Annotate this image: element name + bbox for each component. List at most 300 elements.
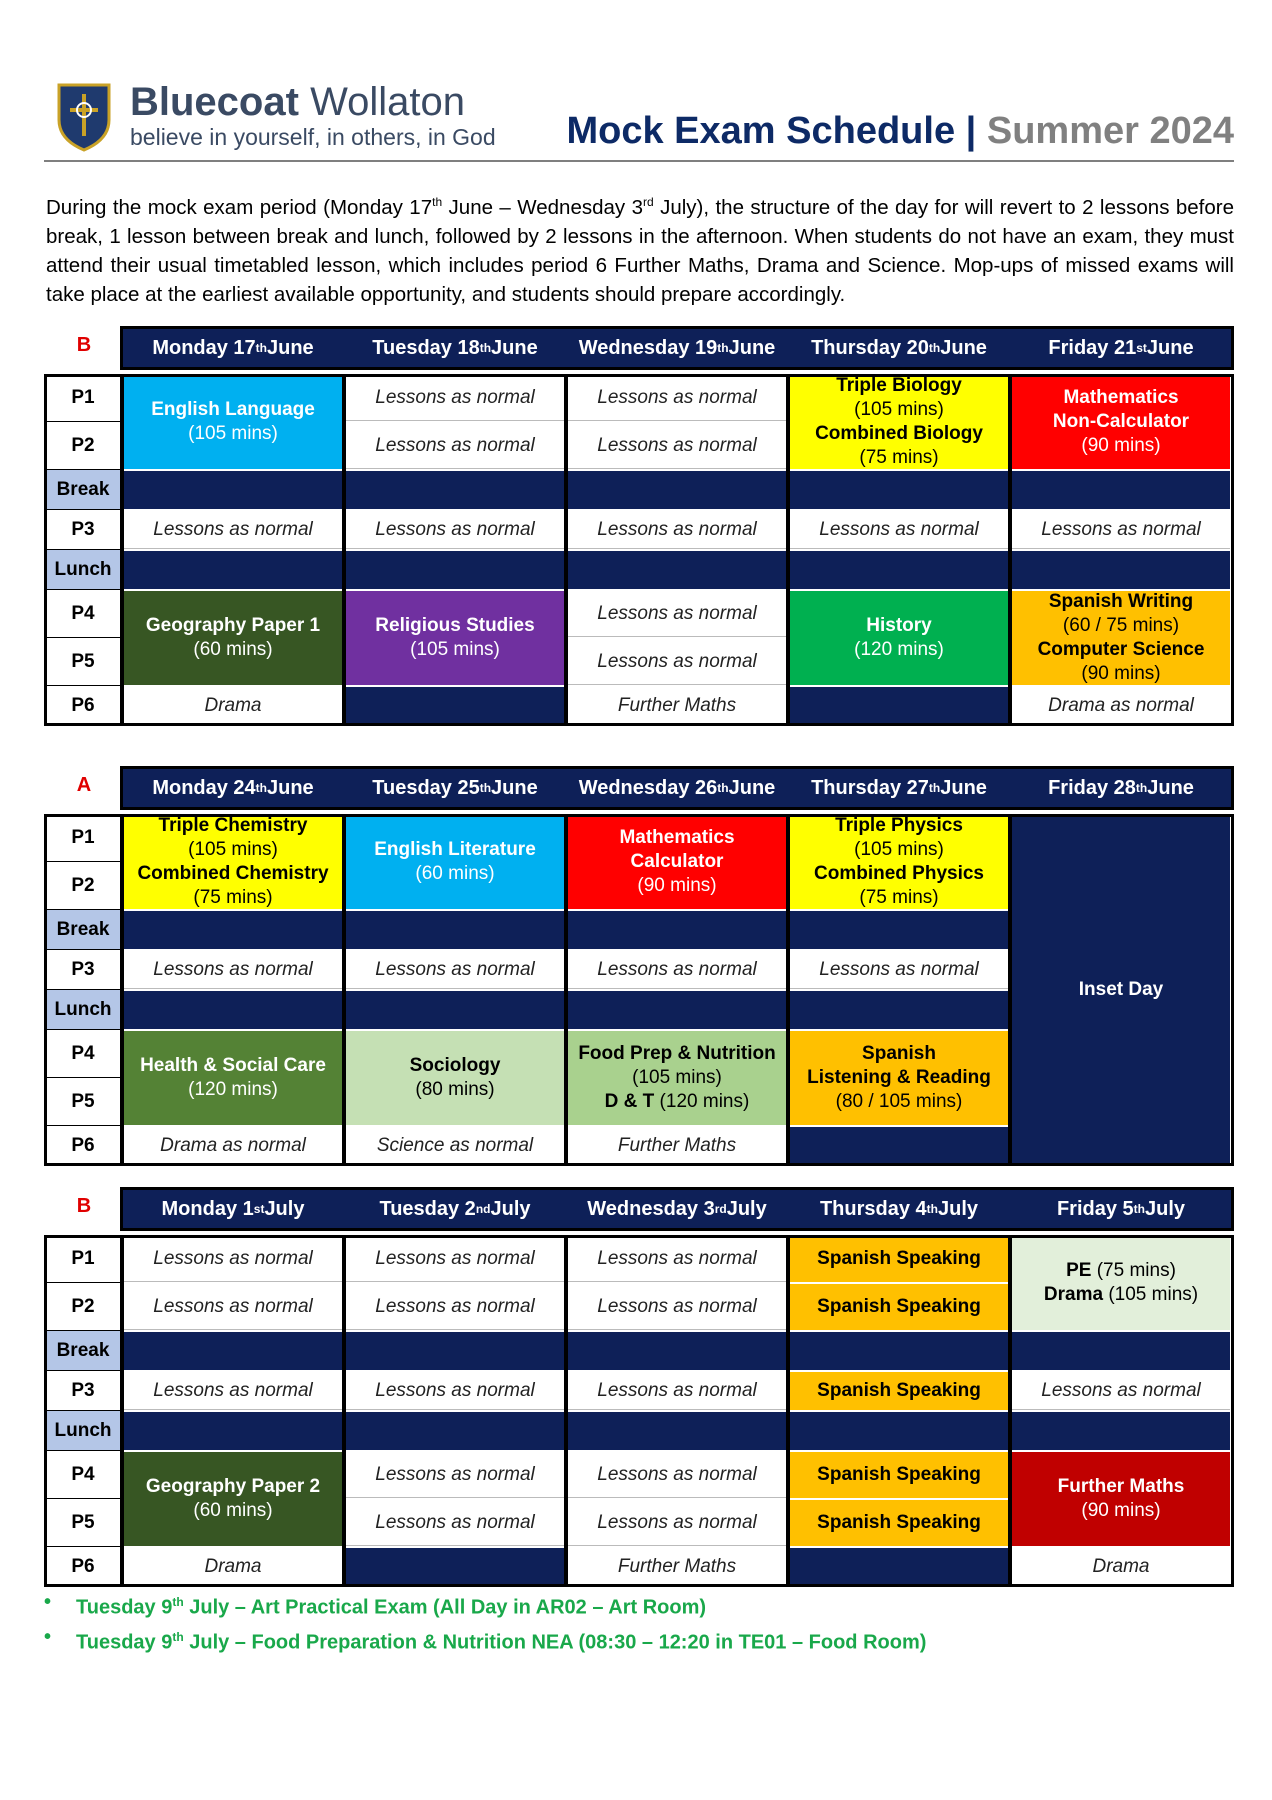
day-month: July (264, 1197, 305, 1220)
cell-line (188, 1078, 278, 1102)
cell-line (1081, 434, 1160, 458)
navy-cell (346, 1548, 564, 1586)
cell-line (854, 838, 944, 862)
day-name: Tuesday 25 (372, 776, 480, 799)
page-title (566, 110, 1234, 153)
cell-text: Geography Paper 1 (145, 615, 321, 636)
cell-line (415, 1078, 494, 1102)
cell-line (193, 886, 272, 910)
cell-text: (120 mins) (188, 1079, 278, 1100)
week-label: B (76, 334, 92, 356)
cell-line (1079, 978, 1163, 1002)
cell-text: Lessons as normal (597, 602, 757, 624)
period-label: P2 (44, 422, 122, 470)
period-label: Lunch (44, 1411, 122, 1451)
cell-text: Combined Biology (815, 423, 983, 444)
cell-line (374, 838, 536, 862)
cell-line (377, 1134, 533, 1158)
note-sup: th (172, 1595, 184, 1609)
cell-text: Triple Biology (836, 375, 962, 396)
cell-text: Lessons as normal (375, 518, 535, 540)
cell-text: Spanish Speaking (817, 1380, 981, 1401)
day-name: Monday 24 (152, 776, 256, 799)
lesson-cell (346, 1452, 564, 1498)
cell-line (1081, 662, 1160, 686)
exam-cell (1012, 591, 1230, 685)
cell-text-rest: (75 mins) (1091, 1260, 1176, 1281)
day-month: June (1147, 776, 1194, 799)
cell-line (597, 518, 756, 542)
cell-line (597, 1295, 756, 1319)
period-label: P6 (44, 1126, 122, 1166)
intro-sup-2: rd (642, 195, 654, 209)
exam-cell (790, 1031, 1008, 1125)
cell-text: (105 mins) (188, 839, 278, 860)
cell-line (153, 1379, 312, 1403)
cell-text: D & T (604, 1091, 655, 1112)
title-year: Summer 2024 (986, 110, 1234, 152)
column-divider (1008, 1235, 1012, 1587)
navy-cell (346, 687, 564, 725)
cell-text: English Literature (374, 839, 536, 860)
cell-text: Drama as normal (160, 1134, 306, 1156)
lesson-cell (346, 1236, 564, 1282)
cell-text: Lessons as normal (597, 958, 757, 980)
day-ordinal: th (255, 341, 267, 355)
lesson-cell (568, 591, 786, 637)
lesson-cell (1012, 1372, 1230, 1410)
cell-line (618, 694, 736, 718)
exam-cell (790, 591, 1008, 685)
cell-text: Lessons as normal (597, 1463, 757, 1485)
navy-cell (790, 1412, 1008, 1450)
exam-cell (124, 375, 342, 469)
period-label: P6 (44, 1547, 122, 1587)
navy-cell (124, 991, 342, 1029)
cell-text: (90 mins) (1081, 663, 1161, 684)
cell-text: (105 mins) (854, 839, 944, 860)
cell-text: Lessons as normal (819, 518, 979, 540)
navy-cell (346, 1332, 564, 1370)
lesson-cell (346, 1372, 564, 1410)
day-ordinal: th (928, 341, 941, 355)
day-name: Monday 1 (161, 1197, 254, 1220)
lesson-cell (568, 1127, 786, 1165)
cell-text: Drama (1043, 1284, 1104, 1305)
navy-cell (1012, 471, 1230, 509)
navy-cell (790, 1548, 1008, 1586)
day-header (566, 1187, 788, 1231)
cell-line (618, 1134, 736, 1158)
cell-line (1092, 1555, 1149, 1579)
cell-line (415, 862, 494, 886)
day-ordinal: th (255, 781, 267, 795)
cell-text: Drama (204, 1555, 262, 1577)
period-label: P4 (44, 1451, 122, 1499)
cell-text: History (866, 615, 932, 636)
lesson-cell (124, 1127, 342, 1165)
cell-text: Lessons as normal (375, 958, 535, 980)
cell-line (375, 434, 534, 458)
cell-line (204, 1555, 261, 1579)
period-label: P3 (44, 510, 122, 550)
period-label: P4 (44, 590, 122, 638)
cell-text: Non-Calculator (1052, 411, 1190, 432)
cell-text: Spanish Speaking (817, 1296, 981, 1317)
column-divider (342, 1235, 346, 1587)
cell-line (597, 1511, 756, 1535)
cell-line (859, 446, 938, 470)
day-header (1010, 326, 1232, 370)
exam-cell (346, 591, 564, 685)
day-header (566, 766, 788, 810)
cell-line (819, 958, 978, 982)
cell-text: PE (1066, 1260, 1092, 1281)
cell-line (153, 1295, 312, 1319)
cell-line (631, 850, 724, 874)
cell-line (1041, 518, 1200, 542)
cell-text: Calculator (630, 851, 724, 872)
cell-line (410, 1054, 501, 1078)
day-ordinal: th (1135, 781, 1148, 795)
day-header (344, 326, 566, 370)
exam-cell (346, 815, 564, 909)
note-text-a: Tuesday 9 (76, 1631, 173, 1654)
period-label: Lunch (44, 550, 122, 590)
period-label: P2 (44, 1283, 122, 1331)
exam-cell (790, 1500, 1008, 1546)
lesson-cell (124, 1372, 342, 1410)
lesson-cell (568, 951, 786, 989)
exam-cell (790, 1452, 1008, 1498)
navy-cell (568, 551, 786, 589)
cell-line (597, 1247, 756, 1271)
lesson-cell (346, 375, 564, 421)
week-table (44, 766, 1234, 1166)
cell-text: Sociology (409, 1055, 501, 1076)
day-ordinal: th (717, 781, 729, 795)
note-text-b: July – Food Preparation & Nutrition NEA (08:30 – 12:20 in TE01 – Food Room) (183, 1631, 927, 1654)
navy-cell (568, 991, 786, 1029)
day-name: Friday 5 (1056, 1197, 1134, 1220)
lesson-cell (568, 1284, 786, 1330)
column-divider (120, 374, 124, 726)
exam-cell (790, 1372, 1008, 1410)
school-name (130, 80, 465, 125)
lesson-cell (790, 511, 1008, 549)
column-divider (786, 814, 790, 1166)
cell-text: Spanish (862, 1043, 936, 1064)
page-header (44, 78, 1234, 162)
lesson-cell (568, 1500, 786, 1546)
lesson-cell (1012, 511, 1230, 549)
period-label: P4 (44, 1030, 122, 1078)
lesson-cell (124, 951, 342, 989)
cell-line (859, 886, 938, 910)
intro-sup-1: th (432, 195, 443, 209)
navy-cell (1012, 551, 1230, 589)
intro-paragraph (46, 188, 1234, 309)
cell-line (597, 650, 756, 674)
cell-line (862, 1042, 936, 1066)
cell-line (193, 638, 272, 662)
day-header (344, 1187, 566, 1231)
cell-text: Further Maths (617, 1555, 737, 1577)
exam-cell (1012, 1452, 1230, 1546)
period-label: Break (44, 470, 122, 510)
column-divider (1008, 814, 1012, 1166)
day-header (122, 1187, 344, 1231)
cell-text: Spanish Speaking (817, 1464, 981, 1485)
day-ordinal: th (479, 341, 492, 355)
cell-text: Lessons as normal (597, 1247, 757, 1269)
intro-text-3: July), the structure of the day for will revert to 2 lessons before break, 1 lesson between break and lunch, followed by 2 lessons in the afternoon. When students do not have an exam, they must attend their usual timetabled lesson, which includes period 6 Further Maths, Drama and Science. Mop-ups of missed exams will take place at the earliest available opportunity, and students should prepare accordingly. (46, 195, 1234, 306)
cell-text: Mathematics (619, 827, 735, 848)
school-name-bold: Bluecoat (130, 80, 299, 124)
day-header (344, 766, 566, 810)
exam-cell (124, 815, 342, 909)
day-header (566, 326, 788, 370)
cell-text: Spanish Writing (1048, 591, 1194, 612)
exam-cell (790, 375, 1008, 469)
navy-cell (124, 1332, 342, 1370)
cell-line (632, 1066, 722, 1090)
navy-cell (790, 687, 1008, 725)
period-label: Break (44, 910, 122, 950)
cell-text: Lessons as normal (153, 1379, 313, 1401)
cell-text: Science as normal (376, 1134, 534, 1156)
school-crest-icon (56, 82, 112, 152)
day-ordinal: th (926, 1202, 938, 1216)
exam-cell (1012, 1236, 1230, 1330)
cell-text-rest: (120 mins) (654, 1091, 750, 1112)
cell-line (597, 434, 756, 458)
day-month: June (491, 776, 538, 799)
cell-line (817, 1295, 981, 1319)
cell-text: Lessons as normal (819, 958, 979, 980)
cell-line (817, 1379, 981, 1403)
cell-line (807, 1066, 991, 1090)
cell-text: Lessons as normal (1041, 518, 1201, 540)
cell-line (140, 1054, 326, 1078)
week-table (44, 326, 1234, 726)
lesson-cell (346, 511, 564, 549)
navy-cell (790, 1127, 1008, 1165)
lesson-cell (568, 639, 786, 685)
cell-text: Spanish Speaking (817, 1512, 981, 1533)
lesson-cell (346, 1500, 564, 1546)
cell-text-rest: (105 mins) (1103, 1284, 1199, 1305)
cell-line (410, 638, 500, 662)
cell-text: Triple Chemistry (158, 815, 308, 836)
week-table (44, 1187, 1234, 1587)
cell-line (160, 1134, 306, 1158)
cell-line (597, 958, 756, 982)
cell-line (854, 638, 944, 662)
day-name: Thursday 4 (819, 1197, 927, 1220)
period-label: P5 (44, 1078, 122, 1126)
navy-cell (568, 1332, 786, 1370)
day-header (788, 326, 1010, 370)
cell-line (146, 614, 320, 638)
period-label: P3 (44, 950, 122, 990)
cell-text: (90 mins) (1081, 435, 1161, 456)
day-header (1010, 766, 1232, 810)
lesson-cell (346, 423, 564, 469)
column-divider (1008, 374, 1012, 726)
cell-text: Inset Day (1078, 979, 1164, 1000)
cell-line (1053, 410, 1189, 434)
note-item (44, 1623, 926, 1658)
day-header (788, 766, 1010, 810)
cell-text: Lessons as normal (153, 518, 313, 540)
cell-line (153, 1247, 312, 1271)
period-label: P5 (44, 1499, 122, 1547)
exam-cell (1012, 815, 1230, 1165)
period-label: Break (44, 1331, 122, 1371)
exam-cell (124, 591, 342, 685)
cell-line (836, 374, 962, 398)
exam-cell (790, 815, 1008, 909)
column-divider (120, 1235, 124, 1587)
cell-text: (105 mins) (854, 399, 944, 420)
cell-text: Lessons as normal (375, 434, 535, 456)
day-header (122, 766, 344, 810)
note-item (44, 1588, 926, 1623)
lesson-cell (346, 1284, 564, 1330)
cell-text: (60 / 75 mins) (1062, 615, 1180, 636)
cell-text: (105 mins) (188, 423, 278, 444)
column-divider (342, 814, 346, 1166)
day-name: Wednesday 19 (578, 336, 718, 359)
cell-text: Lessons as normal (153, 1247, 313, 1269)
period-label: P3 (44, 1371, 122, 1411)
cell-text: Lessons as normal (597, 1511, 757, 1533)
cell-text: (80 mins) (415, 1079, 495, 1100)
cell-text: (60 mins) (193, 1500, 273, 1521)
cell-line (854, 398, 944, 422)
navy-cell (346, 551, 564, 589)
cell-line (188, 838, 278, 862)
day-name: Friday 28 (1048, 776, 1136, 799)
lesson-cell (568, 511, 786, 549)
cell-line (159, 814, 308, 838)
period-label: Lunch (44, 990, 122, 1030)
column-divider (786, 1235, 790, 1587)
cell-text: Drama as normal (1048, 694, 1194, 716)
cell-line (814, 862, 984, 886)
cell-text: Drama (1092, 1555, 1150, 1577)
lesson-cell (790, 951, 1008, 989)
day-name: Friday 21 (1048, 336, 1137, 359)
cell-text: Further Maths (617, 694, 737, 716)
exam-cell (1012, 375, 1230, 469)
exam-cell (346, 1031, 564, 1125)
column-divider (786, 374, 790, 726)
lesson-cell (346, 951, 564, 989)
cell-line (137, 862, 328, 886)
exam-cell (790, 1236, 1008, 1282)
day-ordinal: rd (714, 1202, 727, 1216)
cell-text: Combined Physics (814, 863, 984, 884)
week-label: A (76, 774, 92, 796)
cell-text: Mathematics (1063, 387, 1179, 408)
lesson-cell (568, 423, 786, 469)
cell-line (866, 614, 931, 638)
day-month: July (938, 1197, 979, 1220)
day-name: Tuesday 18 (372, 336, 480, 359)
cell-text: (105 mins) (410, 639, 500, 660)
navy-cell (124, 1412, 342, 1450)
cell-line (597, 1463, 756, 1487)
cell-line (375, 1247, 534, 1271)
lesson-cell (568, 1548, 786, 1586)
cell-line (375, 1463, 534, 1487)
day-name: Wednesday 26 (578, 776, 718, 799)
column-divider (342, 374, 346, 726)
cell-line (375, 518, 534, 542)
cell-text: Further Maths (1057, 1476, 1185, 1497)
cell-text: Lessons as normal (153, 1295, 313, 1317)
lesson-cell (124, 1284, 342, 1330)
cell-text: Spanish Speaking (817, 1248, 981, 1269)
cell-line (375, 614, 534, 638)
cell-text: Listening & Reading (807, 1067, 991, 1088)
cell-line (817, 1511, 981, 1535)
exam-cell (568, 1031, 786, 1125)
navy-cell (790, 1332, 1008, 1370)
cell-text: Computer Science (1037, 639, 1205, 660)
cell-text: Lessons as normal (597, 386, 757, 408)
cell-text: (90 mins) (637, 875, 717, 896)
navy-cell (790, 911, 1008, 949)
cell-line (1049, 590, 1193, 614)
day-month: June (267, 776, 314, 799)
cell-line (146, 1475, 320, 1499)
lesson-cell (124, 687, 342, 725)
day-header (1010, 1187, 1232, 1231)
day-ordinal: nd (475, 1202, 491, 1216)
navy-cell (790, 471, 1008, 509)
cell-text: Lessons as normal (597, 518, 757, 540)
day-name: Monday 17 (152, 336, 256, 359)
cell-text: English Language (151, 399, 315, 420)
cell-line (1038, 638, 1205, 662)
cell-text: Combined Chemistry (137, 863, 329, 884)
cell-text: Lessons as normal (597, 434, 757, 456)
cell-line (375, 386, 534, 410)
cell-text: (90 mins) (1081, 1500, 1161, 1521)
week-label: B (76, 1195, 92, 1217)
lesson-cell (346, 1127, 564, 1165)
period-label: P1 (44, 814, 122, 862)
lesson-cell (568, 687, 786, 725)
day-ordinal: th (1133, 1202, 1145, 1216)
column-divider (564, 374, 568, 726)
lesson-cell (124, 1548, 342, 1586)
period-label: P5 (44, 638, 122, 686)
school-name-light: Wollaton (310, 80, 465, 124)
lesson-cell (568, 1452, 786, 1498)
cell-text: Food Prep & Nutrition (578, 1043, 776, 1064)
cell-line (153, 958, 312, 982)
navy-cell (124, 911, 342, 949)
cell-line (597, 1379, 756, 1403)
day-month: June (491, 336, 538, 359)
cell-text: Religious Studies (375, 615, 535, 636)
navy-cell (568, 911, 786, 949)
intro-text-1: During the mock exam period (Monday 17 (46, 195, 433, 219)
